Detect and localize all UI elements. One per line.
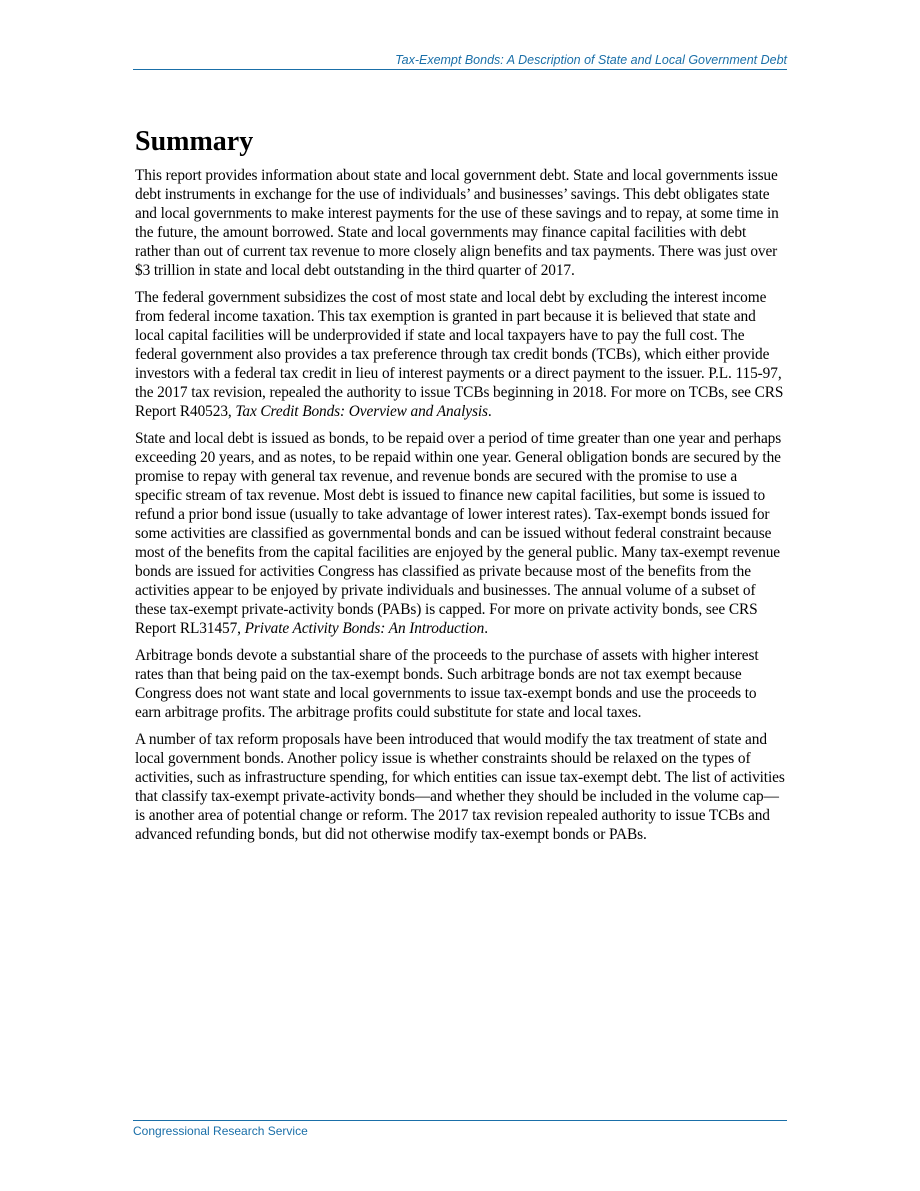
section-heading: Summary	[135, 126, 254, 157]
paragraph-3-text: State and local debt is issued as bonds, to be repaid over a period of time greater than one year and perhaps exceeding 20 years, and as notes, to be repaid within one year. General obligation bonds are secured by the promise to repay with general tax revenue, and revenue bonds are secured with the promise to use a specific stream of tax revenue. Most debt is issued to finance new capital facilities, but some is issued to refund a prior bond issue (usually to take advantage of lower interest rates). Tax-exempt bonds issued for some activities are classified as governmental bonds and can be issued without federal constraint because most of the benefits from the capital facilities are enjoyed by the general public. Many tax-exempt revenue bonds are issued for activities Congress has classified as private because most of the benefits from the activities appear to be enjoyed by private individuals and businesses. The annual volume of a subset of these tax-exempt private-activity bonds (PABs) is capped. For more on private activity bonds, see CRS Report RL31457,	[135, 430, 782, 637]
paragraph-4: Arbitrage bonds devote a substantial share of the proceeds to the purchase of assets with higher interest rates than that being paid on the tax-exempt bonds. Such arbitrage bonds are not tax exempt because Congress does not want state and local governments to issue tax-exempt bonds and use the proceeds to earn arbitrage profits. The arbitrage profits could substitute for state and local taxes.	[135, 647, 759, 721]
paragraph-5: A number of tax reform proposals have been introduced that would modify the tax treatment of state and local government bonds. Another policy issue is whether constraints should be relaxed on the types of activities, such as infrastructure spending, for which entities can issue tax-exempt debt. The list of activities that classify tax-exempt private-activity bonds—and whether they should be included in the volume cap—is another area of potential change or reform. The 2017 tax revision repealed authority to issue TCBs and advanced refunding bonds, but did not otherwise modify tax-exempt bonds or PABs.	[135, 731, 785, 843]
paragraph-2	[135, 288, 785, 421]
summary-section	[135, 125, 785, 852]
running-header	[133, 52, 787, 70]
running-title: Tax-Exempt Bonds: A Description of State and Local Government Debt	[395, 53, 787, 67]
paragraph-3-end: .	[484, 620, 488, 637]
paragraph-1: This report provides information about state and local government debt. State and local governments issue debt instruments in exchange for the use of individuals’ and businesses’ savings. This debt obligates state and local governments to make interest payments for the use of these savings and to repay, at some time in the future, the amount borrowed. State and local governments may finance capital facilities with debt rather than out of current tax revenue to more closely align benefits and tax payments. There was just over $3 trillion in state and local debt outstanding in the third quarter of 2017.	[135, 167, 779, 279]
paragraph-2-end: .	[487, 403, 492, 420]
paragraph-3	[135, 429, 785, 638]
report-title-private-activity-bonds: Private Activity Bonds: An Introduction	[244, 620, 485, 637]
page-footer	[133, 1120, 787, 1139]
footer-organization: Congressional Research Service	[133, 1124, 308, 1138]
paragraph-2-text: The federal government subsidizes the cost of most state and local debt by excluding the interest income from federal income taxation. This tax exemption is granted in part because it is believed that state and local capital facilities will be underprovided if state and local taxpayers have to pay the full cost. The federal government also provides a tax preference through tax credit bonds (TCBs), which either provide investors with a federal tax credit in lieu of interest payments or a direct payment to the issuer. P.L. 115-97, the 2017 tax revision, repealed the authority to issue TCBs beginning in 2018. For more on TCBs, see CRS Report R40523,	[135, 289, 784, 420]
report-title-tax-credit-bonds: Tax Credit Bonds: Overview and Analysis	[235, 403, 488, 420]
